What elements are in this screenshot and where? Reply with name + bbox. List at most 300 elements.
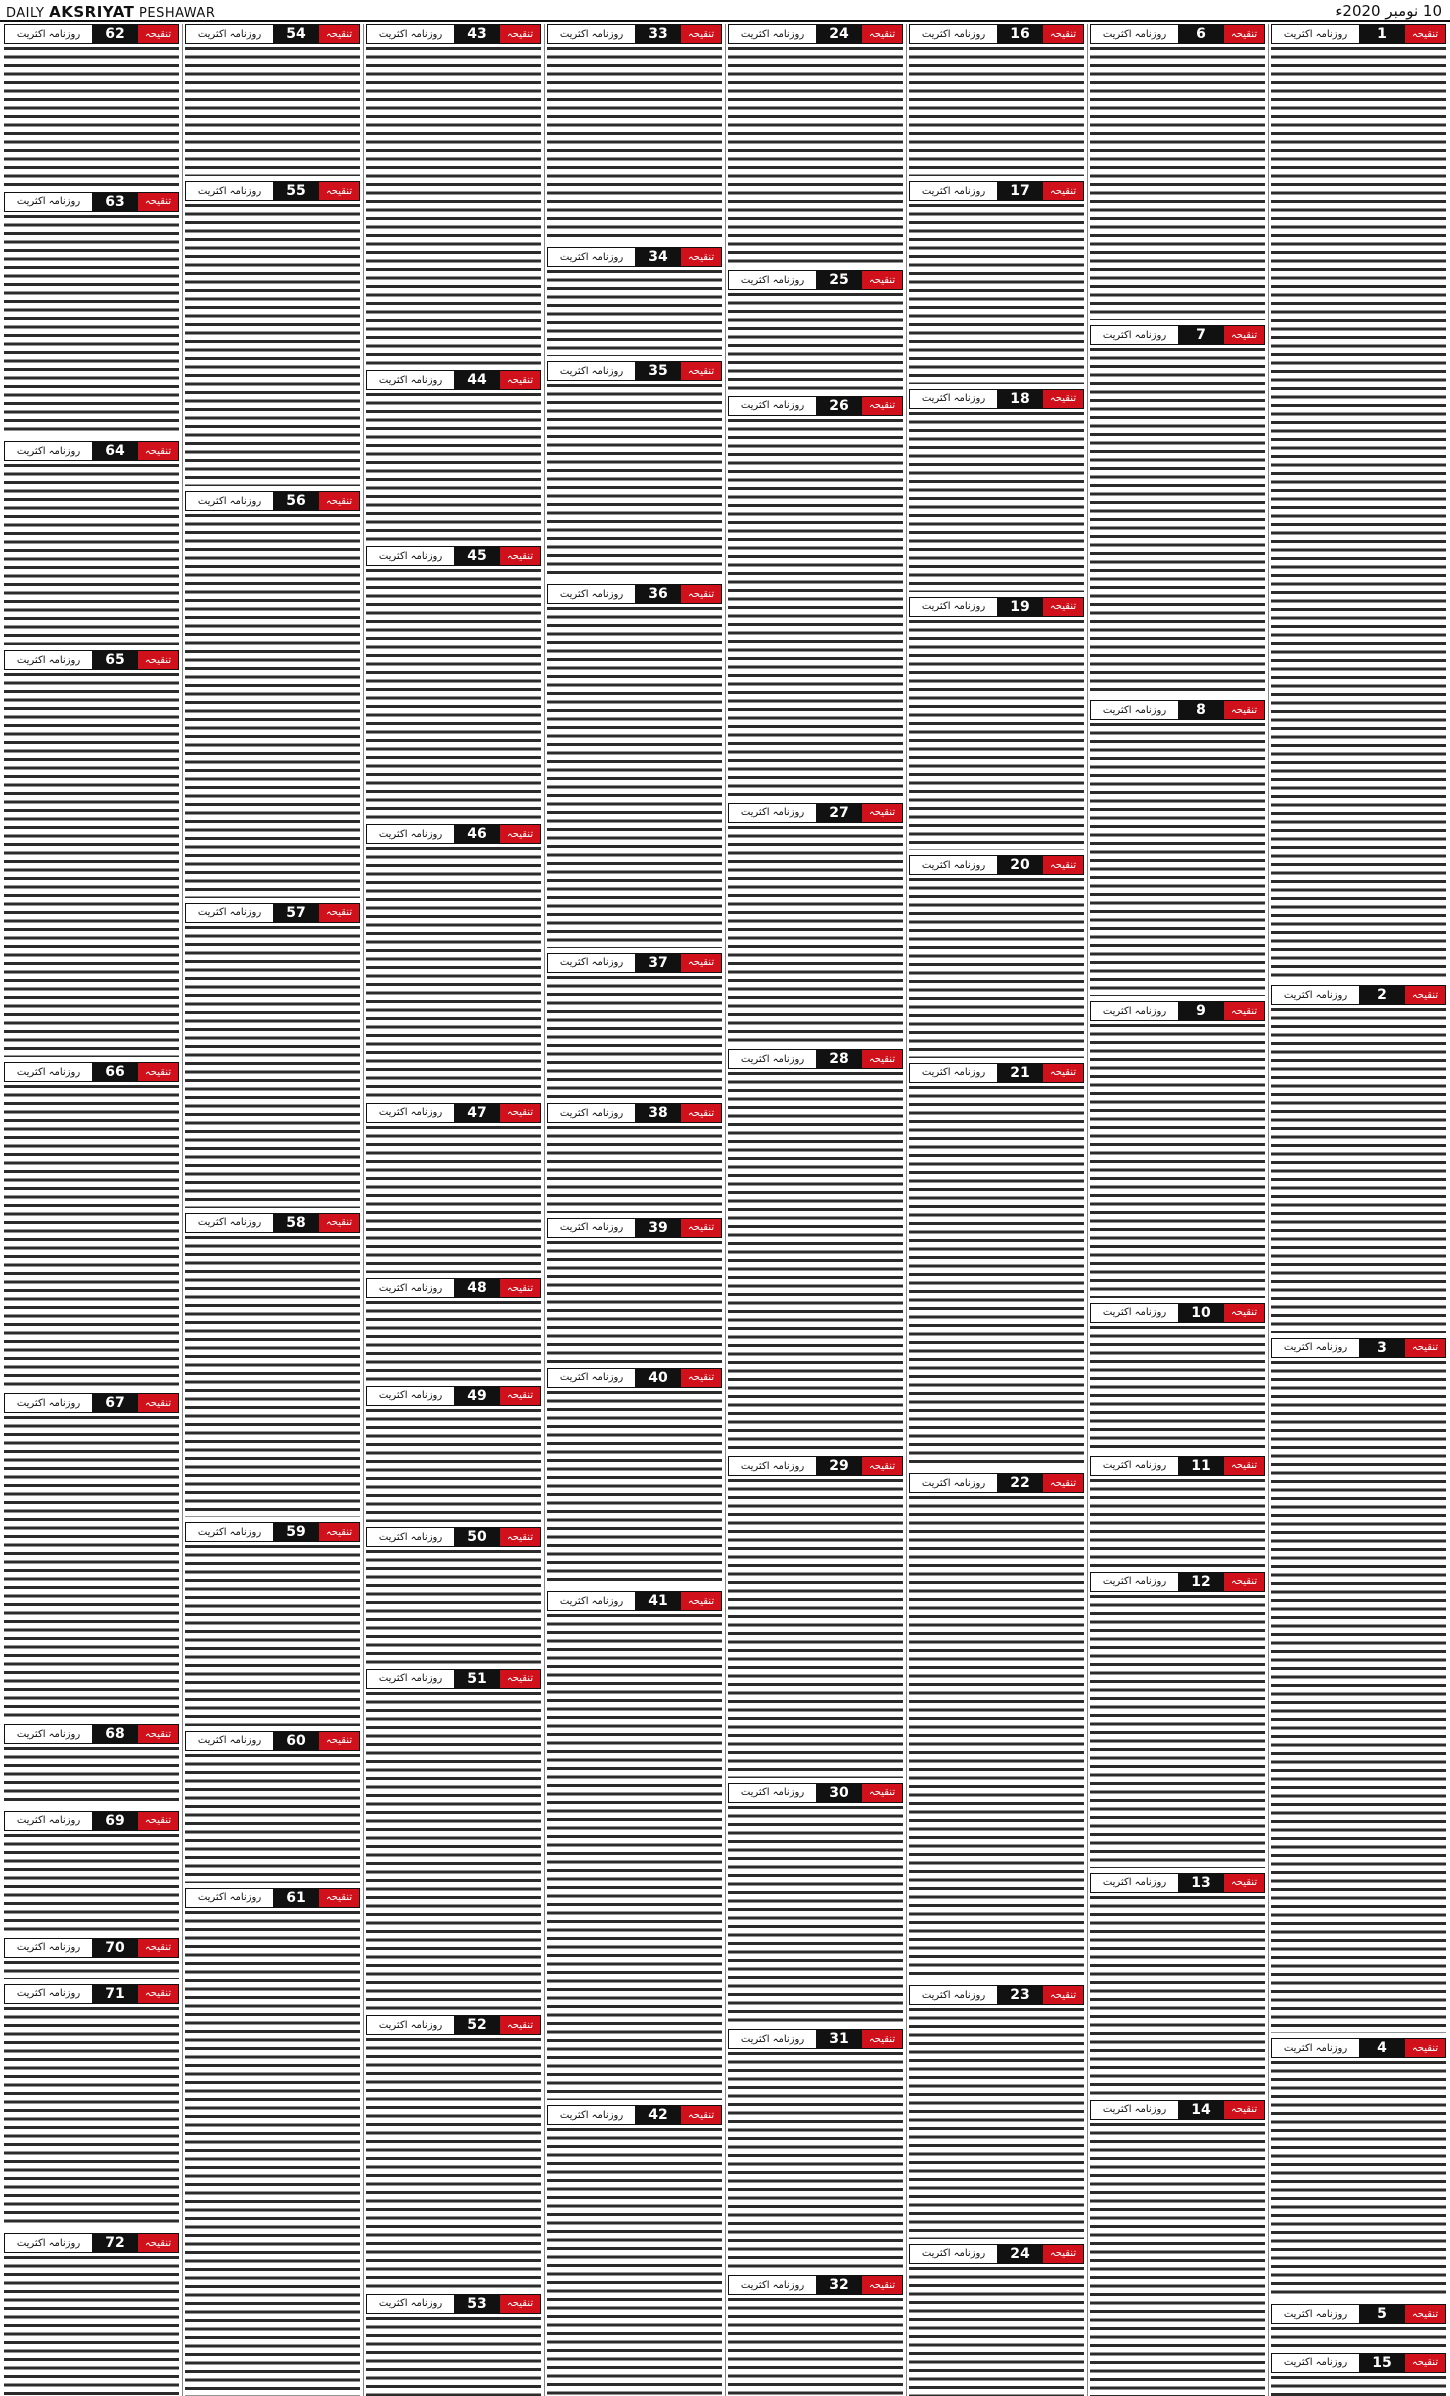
notice-number: 71 — [92, 1985, 138, 2003]
section-label: روزنامہ اکثریت — [1102, 1005, 1167, 1017]
notice-number: 47 — [454, 1104, 500, 1122]
notice-item — [1090, 2100, 1265, 2396]
notice-column — [185, 24, 360, 2396]
notice-tag: تنقیحہ — [138, 1812, 178, 1830]
section-label: روزنامہ اکثریت — [378, 550, 443, 562]
notice-text-block — [366, 2317, 541, 2396]
notice-item — [909, 24, 1084, 176]
notice-title-bar — [1090, 1303, 1265, 1323]
notice-title-bar — [1271, 1338, 1446, 1358]
notice-title-bar — [185, 181, 360, 201]
notice-title-bar — [728, 1049, 903, 1069]
notice-text-block — [728, 1806, 903, 2024]
notice-title-bar — [366, 1103, 541, 1123]
section-label: روزنامہ اکثریت — [740, 807, 805, 819]
notice-tag: تنقیحہ — [862, 2030, 902, 2048]
notice-item — [366, 1103, 541, 1274]
notice-text-block — [547, 384, 722, 579]
notice-title-bar — [1090, 1456, 1265, 1476]
notice-number: 15 — [1359, 2354, 1405, 2372]
notice-text-block — [366, 1301, 541, 1380]
section-label: روزنامہ اکثریت — [559, 2109, 624, 2121]
notice-number: 35 — [635, 362, 681, 380]
notice-title-bar — [728, 1783, 903, 1803]
notice-text-block — [547, 2128, 722, 2396]
notice-number: 52 — [454, 2016, 500, 2034]
section-label: روزنامہ اکثریت — [1283, 28, 1348, 40]
notice-number: 62 — [92, 25, 138, 43]
notice-tag: تنقیحہ — [681, 2106, 721, 2124]
notice-item — [909, 1985, 1084, 2238]
notice-tag: تنقیحہ — [1224, 1304, 1264, 1322]
notice-number: 55 — [273, 182, 319, 200]
notice-tag: تنقیحہ — [1043, 1986, 1083, 2004]
tender-notice-columns — [0, 24, 1450, 2396]
notice-text-block — [1271, 2061, 1446, 2299]
section-label: روزنامہ اکثریت — [16, 654, 81, 666]
notice-number: 28 — [816, 1050, 862, 1068]
notice-tag: تنقیحہ — [681, 585, 721, 603]
notice-title-bar — [1271, 985, 1446, 1005]
column-divider — [363, 24, 364, 2396]
notice-tag: تنقیحہ — [500, 1279, 540, 1297]
notice-title-bar — [547, 1368, 722, 1388]
notice-tag: تنقیحہ — [500, 2295, 540, 2313]
notice-text-block — [1090, 1595, 1265, 1868]
notice-tag: تنقیحہ — [862, 397, 902, 415]
section-label: روزنامہ اکثریت — [197, 907, 262, 919]
notice-item — [547, 1103, 722, 1212]
notice-number: 9 — [1178, 1002, 1224, 1020]
notice-number: 58 — [273, 1214, 319, 1232]
notice-item — [547, 24, 722, 242]
section-label: روزنامہ اکثریت — [559, 1107, 624, 1119]
section-label: روزنامہ اکثریت — [921, 2248, 986, 2260]
notice-text-block — [547, 270, 722, 356]
section-label: روزنامہ اکثریت — [378, 1531, 443, 1543]
notice-number: 50 — [454, 1528, 500, 1546]
notice-number: 44 — [454, 371, 500, 389]
notice-text-block — [4, 2256, 179, 2396]
notice-tag: تنقیحہ — [862, 1050, 902, 1068]
notice-number: 54 — [273, 25, 319, 43]
notice-tag: تنقیحہ — [138, 1725, 178, 1743]
notice-item — [728, 1049, 903, 1451]
notice-number: 43 — [454, 25, 500, 43]
notice-number: 3 — [1359, 1339, 1405, 1357]
section-label: روزنامہ اکثریت — [16, 1942, 81, 1954]
notice-item — [366, 2294, 541, 2396]
section-label: روزنامہ اکثریت — [378, 1673, 443, 1685]
notice-item — [366, 1527, 541, 1664]
notice-item — [366, 1669, 541, 2010]
notice-title-bar — [366, 370, 541, 390]
notice-item — [4, 1938, 179, 1979]
notice-title-bar — [547, 361, 722, 381]
notice-item — [547, 1368, 722, 1586]
notice-item — [547, 1591, 722, 2100]
brand-prefix: DAILY — [6, 6, 50, 21]
notice-number: 17 — [997, 182, 1043, 200]
notice-number: 21 — [997, 1064, 1043, 1082]
notice-title-bar — [909, 855, 1084, 875]
notice-text-block — [366, 1126, 541, 1274]
section-label: روزنامہ اکثریت — [197, 28, 262, 40]
section-label: روزنامہ اکثریت — [1102, 704, 1167, 716]
notice-number: 61 — [273, 1889, 319, 1907]
section-label: روزنامہ اکثریت — [559, 1595, 624, 1607]
notice-item — [4, 1811, 179, 1933]
notice-title-bar — [909, 597, 1084, 617]
notice-item — [366, 1278, 541, 1380]
notice-tag: تنقیحہ — [681, 248, 721, 266]
notice-title-bar — [366, 2015, 541, 2035]
notice-item — [909, 855, 1084, 1058]
notice-tag: تنقیحہ — [1224, 326, 1264, 344]
masthead — [0, 0, 1450, 22]
notice-text-block — [4, 2007, 179, 2228]
section-label: روزنامہ اکثریت — [559, 365, 624, 377]
section-label: روزنامہ اکثریت — [16, 1728, 81, 1740]
notice-text-block — [909, 47, 1084, 176]
section-label: روزنامہ اکثریت — [16, 28, 81, 40]
notice-text-block — [909, 204, 1084, 384]
notice-text-block — [547, 1391, 722, 1586]
notice-tag: تنقیحہ — [681, 1104, 721, 1122]
notice-text-block — [547, 607, 722, 948]
notice-item — [366, 370, 541, 541]
notice-text-block — [1090, 1326, 1265, 1451]
notice-tag: تنقیحہ — [138, 1063, 178, 1081]
notice-text-block — [185, 47, 360, 176]
notice-tag: تنقیحہ — [1405, 2305, 1445, 2323]
notice-title-bar — [547, 1103, 722, 1123]
section-label: روزنامہ اکثریت — [197, 1892, 262, 1904]
notice-number: 19 — [997, 598, 1043, 616]
section-label: روزنامہ اکثریت — [197, 495, 262, 507]
notice-title-bar — [547, 1218, 722, 1238]
notice-text-block — [1090, 723, 1265, 996]
notice-item — [185, 1888, 360, 2396]
notice-item — [1090, 1456, 1265, 1567]
notice-number: 24 — [816, 25, 862, 43]
notice-tag: تنقیحہ — [138, 2234, 178, 2252]
notice-title-bar — [366, 824, 541, 844]
notice-title-bar — [547, 24, 722, 44]
notice-tag: تنقیحہ — [500, 1387, 540, 1405]
notice-title-bar — [4, 24, 179, 44]
notice-title-bar — [728, 270, 903, 290]
notice-number: 64 — [92, 442, 138, 460]
notice-title-bar — [909, 1473, 1084, 1493]
newspaper-brand — [6, 3, 215, 21]
notice-number: 30 — [816, 1784, 862, 1802]
notice-tag: تنقیحہ — [138, 1939, 178, 1957]
notice-tag: تنقیحہ — [862, 25, 902, 43]
notice-tag: تنقیحہ — [1405, 986, 1445, 1004]
section-label: روزنامہ اکثریت — [378, 2019, 443, 2031]
notice-item — [547, 361, 722, 579]
notice-item — [728, 270, 903, 391]
notice-item — [185, 1213, 360, 1518]
notice-title-bar — [4, 1393, 179, 1413]
notice-item — [4, 2233, 179, 2396]
notice-number: 40 — [635, 1369, 681, 1387]
notice-tag: تنقیحہ — [1043, 390, 1083, 408]
notice-tag: تنقیحہ — [1405, 2039, 1445, 2057]
section-label: روزنامہ اکثریت — [378, 28, 443, 40]
notice-number: 5 — [1359, 2305, 1405, 2323]
notice-item — [1271, 1338, 1446, 2033]
notice-title-bar — [1090, 325, 1265, 345]
notice-tag: تنقیحہ — [681, 954, 721, 972]
notice-text-block — [185, 1545, 360, 1725]
notice-column — [1090, 24, 1265, 2396]
notice-column — [1271, 24, 1446, 2396]
notice-title-bar — [547, 2105, 722, 2125]
notice-text-block — [366, 569, 541, 819]
notice-title-bar — [185, 1213, 360, 1233]
section-label: روزنامہ اکثریت — [378, 1390, 443, 1402]
section-label: روزنامہ اکثریت — [16, 1397, 81, 1409]
notice-tag: تنقیحہ — [138, 1985, 178, 2003]
notice-title-bar — [366, 1278, 541, 1298]
notice-text-block — [185, 1911, 360, 2396]
notice-number: 16 — [997, 25, 1043, 43]
notice-number: 67 — [92, 1394, 138, 1412]
notice-text-block — [728, 1072, 903, 1451]
section-label: روزنامہ اکثریت — [16, 445, 81, 457]
notice-number: 23 — [997, 1986, 1043, 2004]
notice-tag: تنقیحہ — [1224, 1573, 1264, 1591]
notice-number: 51 — [454, 1670, 500, 1688]
notice-tag: تنقیحہ — [681, 25, 721, 43]
notice-text-block — [1090, 348, 1265, 695]
notice-title-bar — [728, 1456, 903, 1476]
notice-number: 48 — [454, 1279, 500, 1297]
section-label: روزنامہ اکثریت — [1102, 1877, 1167, 1889]
notice-tag: تنقیحہ — [500, 371, 540, 389]
notice-tag: تنقیحہ — [1043, 856, 1083, 874]
brand-name: AKSRIYAT — [49, 3, 135, 21]
notice-number: 65 — [92, 651, 138, 669]
notice-tag: تنقیحہ — [138, 442, 178, 460]
notice-title-bar — [728, 803, 903, 823]
notice-item — [1090, 24, 1265, 320]
notice-text-block — [1271, 1361, 1446, 2033]
notice-text-block — [1090, 1896, 1265, 2095]
notice-number: 42 — [635, 2106, 681, 2124]
notice-item — [1090, 1873, 1265, 2095]
notice-tag: تنقیحہ — [500, 1104, 540, 1122]
notice-title-bar — [366, 1386, 541, 1406]
notice-number: 14 — [1178, 2101, 1224, 2119]
section-label: روزنامہ اکثریت — [378, 374, 443, 386]
notice-title-bar — [1090, 2100, 1265, 2120]
notice-item — [185, 24, 360, 176]
notice-item — [547, 584, 722, 948]
notice-title-bar — [728, 2275, 903, 2295]
notice-item — [1090, 1572, 1265, 1868]
notice-number: 27 — [816, 804, 862, 822]
notice-number: 70 — [92, 1939, 138, 1957]
section-label: روزنامہ اکثریت — [559, 588, 624, 600]
notice-item — [909, 1063, 1084, 1469]
column-divider — [544, 24, 545, 2396]
notice-title-bar — [366, 2294, 541, 2314]
notice-text-block — [4, 1416, 179, 1719]
notice-tag: تنقیحہ — [1224, 1874, 1264, 1892]
notice-tag: تنقیحہ — [681, 1219, 721, 1237]
notice-tag: تنقیحہ — [1224, 1002, 1264, 1020]
section-label: روزنامہ اکثریت — [559, 28, 624, 40]
section-label: روزنامہ اکثریت — [740, 1460, 805, 1472]
notice-tag: تنقیحہ — [1405, 1339, 1445, 1357]
notice-text-block — [1271, 1008, 1446, 1333]
notice-title-bar — [1271, 2038, 1446, 2058]
notice-item — [728, 803, 903, 1044]
notice-title-bar — [366, 546, 541, 566]
section-label: روزنامہ اکثریت — [921, 185, 986, 197]
notice-tag: تنقیحہ — [1224, 25, 1264, 43]
notice-text-block — [909, 1086, 1084, 1469]
notice-tag: تنقیحہ — [862, 804, 902, 822]
notice-title-bar — [1271, 24, 1446, 44]
notice-tag: تنقیحہ — [319, 25, 359, 43]
section-label: روزنامہ اکثریت — [16, 1815, 81, 1827]
section-label: روزنامہ اکثریت — [1102, 2104, 1167, 2116]
notice-number: 10 — [1178, 1304, 1224, 1322]
notice-number: 57 — [273, 904, 319, 922]
notice-title-bar — [366, 1527, 541, 1547]
notice-text-block — [185, 926, 360, 1208]
notice-item — [4, 1062, 179, 1388]
notice-text-block — [4, 1085, 179, 1388]
section-label: روزنامہ اکثریت — [559, 1222, 624, 1233]
notice-number: 6 — [1178, 25, 1224, 43]
notice-title-bar — [547, 1591, 722, 1611]
notice-item — [728, 1456, 903, 1778]
notice-title-bar — [1271, 2353, 1446, 2373]
notice-item — [366, 546, 541, 819]
notice-text-block — [185, 1236, 360, 1518]
section-label: روزنامہ اکثریت — [740, 1787, 805, 1799]
notice-text-block — [4, 1747, 179, 1805]
notice-item — [185, 1522, 360, 1725]
notice-text-block — [366, 1409, 541, 1523]
section-label: روزنامہ اکثریت — [921, 601, 986, 613]
notice-number: 68 — [92, 1725, 138, 1743]
notice-title-bar — [4, 1062, 179, 1082]
notice-number: 31 — [816, 2030, 862, 2048]
notice-tag: تنقیحہ — [681, 1592, 721, 1610]
column-divider — [1268, 24, 1269, 2396]
notice-number: 13 — [1178, 1874, 1224, 1892]
section-label: روزنامہ اکثریت — [1102, 329, 1167, 341]
notice-tag: تنقیحہ — [1405, 2354, 1445, 2372]
notice-item — [366, 24, 541, 365]
notice-number: 36 — [635, 585, 681, 603]
notice-title-bar — [185, 491, 360, 511]
section-label: روزنامہ اکثریت — [1283, 989, 1348, 1001]
notice-tag: تنقیحہ — [1043, 1474, 1083, 1492]
notice-tag: تنقیحہ — [862, 1784, 902, 1802]
notice-item — [547, 247, 722, 356]
notice-title-bar — [4, 2233, 179, 2253]
notice-number: 18 — [997, 390, 1043, 408]
notice-column — [547, 24, 722, 2396]
section-label: روزنامہ اکثریت — [740, 2279, 805, 2291]
column-divider — [182, 24, 183, 2396]
notice-title-bar — [4, 1724, 179, 1744]
notice-tag: تنقیحہ — [1043, 2245, 1083, 2263]
notice-tag: تنقیحہ — [500, 825, 540, 843]
notice-item — [366, 2015, 541, 2288]
notice-tag: تنقیحہ — [319, 182, 359, 200]
notice-item — [366, 824, 541, 1097]
notice-tag: تنقیحہ — [1043, 598, 1083, 616]
notice-title-bar — [4, 441, 179, 461]
notice-tag: تنقیحہ — [319, 1214, 359, 1232]
notice-title-bar — [1090, 700, 1265, 720]
notice-text-block — [1090, 1479, 1265, 1567]
notice-item — [185, 1731, 360, 1883]
section-label: روزنامہ اکثریت — [740, 2033, 805, 2045]
notice-text-block — [728, 293, 903, 391]
notice-title-bar — [4, 1984, 179, 2004]
issue-date: 10 نومبر 2020ء — [1335, 2, 1442, 20]
section-label: روزنامہ اکثریت — [197, 1526, 262, 1538]
notice-number: 32 — [816, 2276, 862, 2294]
section-label: روزنامہ اکثریت — [559, 1372, 624, 1384]
notice-number: 49 — [454, 1387, 500, 1405]
notice-number: 7 — [1178, 326, 1224, 344]
notice-number: 72 — [92, 2234, 138, 2252]
notice-text-block — [4, 464, 179, 645]
notice-item — [1271, 2304, 1446, 2347]
section-label: روزنامہ اکثریت — [378, 1282, 443, 1294]
section-label: روزنامہ اکثریت — [1102, 28, 1167, 40]
section-label: روزنامہ اکثریت — [378, 2298, 443, 2310]
notice-tag: تنقیحہ — [500, 1670, 540, 1688]
notice-number: 20 — [997, 856, 1043, 874]
notice-number: 26 — [816, 397, 862, 415]
notice-tag: تنقیحہ — [681, 362, 721, 380]
notice-text-block — [547, 1614, 722, 2100]
notice-title-bar — [728, 396, 903, 416]
notice-text-block — [1090, 1024, 1265, 1297]
notice-title-bar — [909, 24, 1084, 44]
section-label: روزنامہ اکثریت — [1283, 1342, 1348, 1354]
notice-tag: تنقیحہ — [138, 193, 178, 211]
notice-item — [728, 2275, 903, 2396]
notice-title-bar — [4, 192, 179, 212]
notice-item — [366, 1386, 541, 1523]
notice-number: 8 — [1178, 701, 1224, 719]
notice-text-block — [366, 2038, 541, 2288]
notice-tag: تنقیحہ — [862, 2276, 902, 2294]
notice-number: 59 — [273, 1523, 319, 1541]
notice-number: 41 — [635, 1592, 681, 1610]
notice-text-block — [185, 204, 360, 486]
notice-tag: تنقیحہ — [1224, 1457, 1264, 1475]
notice-tag: تنقیحہ — [319, 1889, 359, 1907]
section-label: روزنامہ اکثریت — [740, 1053, 805, 1065]
notice-text-block — [728, 2298, 903, 2396]
notice-number: 38 — [635, 1104, 681, 1122]
notice-item — [728, 1783, 903, 2024]
notice-title-bar — [1090, 24, 1265, 44]
